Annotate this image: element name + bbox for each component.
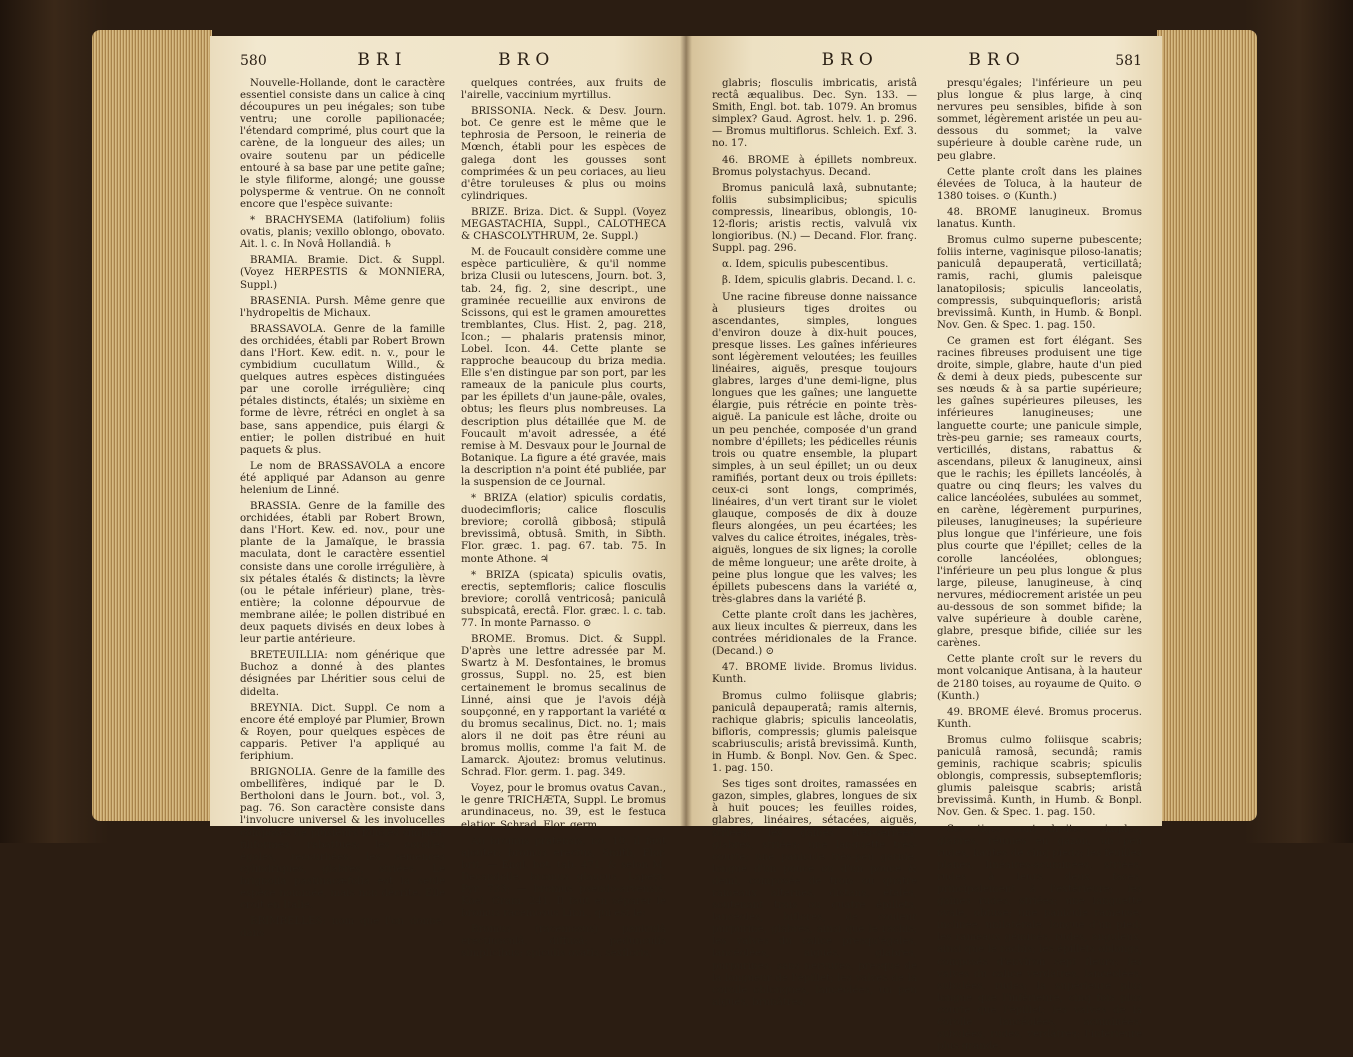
entry-paragraph: BRASENIA. Pursh. Même genre que l'hydropeltis de Michaux. [240,295,445,319]
entry-paragraph: presqu'égales; l'inférieure un peu plus longue & plus large, à cinq nervures peu sensibles, bifide à son sommet, légèrement aristée un peu au-dessous du sommet; la valve supérieure à double carène rude, un peu glabre. [937,78,1142,162]
header-word: BRO [968,50,1026,70]
entry-paragraph: M. de Foucault considère comme une espèce particulière, & qu'il nomme briza Clusii ou lutescens, Journ. bot. 3, tab. 24, fig. 2, sine descript., une graminée recueillie aux environs de Scissons, qui est le gramen amourettes tremblantes, Clus. Hist. 2, pag. 218, Icon.; — phalaris pratensis minor, Lobel. Icon. 44. Cette plante se rapproche beaucoup du briza media. Elle s'en distingue par son port, par les rameaux de la panicule plus courts, par les épillets d'un jaune-pâle, ovales, obtus; les fleurs plus nombreuses. La description plus détaillée que M. de Foucault m'avoit adressée, a été remise à M. Desvaux pour le Journal de Botanique. La figure a été gravée, mais la description n'a point été publiée, par la suspension de ce Journal. [461,247,666,488]
entry-paragraph: BRASSIA. Genre de la famille des orchidées, établi par Robert Brown, dans l'Hort. Kew. ed. nov., pour une plante de la Jamaïque, le brassia maculata, dont le caractère essentiel consiste dans une corolle irrégulière, à six pétales étalés & distincts; la lèvre (ou le pétale inférieur) plane, très-entière; la colonne dépourvue de membrane ailée; le pollen distribué en deux paquets divisés en deux lobes à leur partie antérieure. [240,501,445,646]
entry-paragraph: quelques contrées, aux fruits de l'airelle, vaccinium myrtillus. [461,78,666,102]
right-page [686,36,1162,1053]
entry-paragraph: Bromus culmo foliisque scabris; paniculâ ramosâ, secundâ; ramis geminis, rachique scabris; spiculis oblongis, compressis, subseptemfloris; glumis paleisque scabris; aristâ brevissimâ. Kunth, in Humb. & Bonpl. Nov. Gen. & Spec. 1. pag. 150. [937,734,1142,819]
text-column [712,78,917,1057]
entry-paragraph: Ses tiges sont droites, simples, glabres, réunies en gazon, un peu rudes, hautes de cinq pieds; les feuilles planes, linéaires-acuminées, striées, rudes à leurs deux faces, principalement à l'extérieure; les gaînes rudes, striées; une languette ovale, obtuse; une panicule rameuse, inclinée, unilatérale, longue d'un pied; les rameaux géminés, rudes, anguleux, ainsi que le rachis; les épillets oblongs, composés d'environ sept fleurs; les valves du calice verdâtres, lancéolées, subulées, rudes; la supérieure plus longue que l'inférieure, cinq fois plus courte que l'épillet; les valves de la corolle lancéolées, acuminées, subulées, rudes, verdâtres; l'inférieure plus grande, [937,823,1142,1053]
entry-paragraph: BRISSONIA. Neck. & Desv. Journ. bot. Ce genre est le même que le tephrosia de Persoon, le reineria de Mœnch, établi pour les espèces de galega dont les gousses sont comprimées & un peu coriaces, au lieu d'être toruleuses & plus ou moins cylindriques. [461,106,666,202]
entry-paragraph: * BRACHYSEMA (latifolium) foliis ovatis, planis; vexillo oblongo, obovato. Ait. l. c. In Novâ Hollandiâ. ♄ [240,215,445,251]
text-column [937,78,1142,1057]
right-page-edges [1157,30,1257,821]
header-word: BRI [357,50,408,70]
entry-paragraph: BRIMBELLES: nom que l'on donne, dans [240,916,445,940]
entry-paragraph: Une racine fibreuse donne naissance à plusieurs tiges droites ou ascendantes, simples, longues d'environ douze à dix-huit pouces, presque lisses. Les gaînes inférieures sont légèrement veloutées; les feuilles linéaires, aiguës, presque toujours glabres, larges d'une demi-ligne, plus longues que les gaînes; une languette élargie, puis rétrécie en pointe très-aiguë. La panicule est lâche, droite ou un peu penchée, composée d'un grand nombre d'épillets; les pédicelles réunis trois ou quatre ensemble, la plupart simples, à un seul épillet; un ou deux ramifiés, portant deux ou trois épillets: ceux-ci sont longs, comprimés, linéaires, d'un vert tirant sur le violet glauque, composés de dix à douze fleurs alongées, un peu écartées; les valves du calice étroites, inégales, très-aiguës, longues de six lignes; la corolle de même longueur; une arête droite, à peine plus longue que les valves; les épillets pubescens dans la variété α, très-glabres dans la variété β. [712,291,917,605]
left-page [210,36,686,960]
entry-paragraph: Au bromus pratensis, no. 10, il faut ajouter: bromus erectus, Smith, Flor. brit. — Engl. bot. tab. 471, & selon M. Decandolle, bromus glaucus, Lapeyr. Pyr. 733; — bromus pseudo-arvensis, Koel. Gram. 241. Il faut en séparer le bromus racemosus Linn., qui est le: [461,835,666,920]
entry-paragraph: 49. BROME élevé. Bromus procerus. Kunth. [937,706,1142,730]
text-column [461,78,666,965]
entry-paragraph: Le nom de BRASSAVOLA a encore été appliqué par Adanson au genre helenium de Linné. [240,460,445,496]
entry-paragraph: 46. BROME à épillets nombreux. Bromus polystachyus. Decand. [712,154,917,178]
entry-paragraph: glabris; flosculis imbricatis, aristâ rectâ æqualibus. Dec. Syn. 133. — Smith, Engl. bot. tab. 1079. An bromus simplex? Gaud. Agrost. helv. 1. p. 296. — Bromus multiflorus. Schleich. Exf. 3. no. 17. [712,78,917,150]
entry-paragraph: BROME. Bromus. Dict. & Suppl. D'après une lettre adressée par M. Swartz à M. Desfontaines, le bromus grossus, Suppl. no. 25, est bien certainement le bromus secalinus de Linné, ainsi que je l'avois déjà soupçonné, en y rapportant la variété α du bromus secalinus, Dict. no. 1; mais alors il ne doit pas être réuni au bromus mollis, comme l'a fait M. de Lamarck. Ajoutez: bromus velutinus. Schrad. Flor. germ. 1. pag. 349. [461,634,666,779]
entry-paragraph: * BRIZA (spicata) spiculis ovatis, erectis, septemfloris; calice flosculis breviore; corollâ ventricosâ; paniculâ subspicatâ, erectâ. Flor. græc. l. c. tab. 77. In monte Parnasso. ⊙ [461,569,666,630]
left-running-head [240,50,666,72]
header-word: BRO [821,50,879,70]
entry-paragraph: BRASSAVOLA. Genre de la famille des orchidées, établi par Robert Brown dans l'Hort. Kew. edit. n. v., pour le cymbidium cucullatum Willd., & quelques autres espèces distinguées par une corolle irrégulière; cinq pétales distincts, étalés; un sixième en forme de lèvre, rétréci en onglet à sa base, sans appendice, puis élargi & entier; le pollen distribué en huit paquets & plus. [240,323,445,456]
entry-paragraph: Bromus culmo foliisque glabris; paniculâ depauperatâ; ramis alternis, rachique glabris; spiculis lanceolatis, bifloris, compressis; glumis paleisque scabriusculis; aristâ brevissimâ. Kunth, in Humb. & Bonpl. Nov. Gen. & Spec. 1. pag. 150. [712,690,917,775]
entry-paragraph: Bromus culmo superne pubescente; foliis interne, vaginisque piloso-lanatis; paniculâ depauperatâ, verticillatâ; ramis, rachi, glumis paleisque lanatopilosis; spiculis lanceolatis, compressis, subquinquefloris; aristâ brevissimâ. Kunth, in Humb. & Bonpl. Nov. Gen. & Spec. 1. pag. 150. [937,235,1142,331]
entry-paragraph: Cette plante croît dans les jachères, aux lieux incultes & pierreux, dans les contrées méridionales de la France. (Decand.) ⊙ [712,609,917,658]
right-running-head [712,50,1142,72]
entry-paragraph: Cette plante croît dans les plaines élevées de Toluca, à la hauteur de 1380 toises. ⊙ (Kunth.) [937,166,1142,202]
entry-paragraph: α. Idem, spiculis pubescentibus. [722,259,889,271]
entry-paragraph: * BRIZA (elatior) spiculis cordatis, duodecimfloris; calice flosculis breviore; corollâ gibbosâ; stipulâ brevissimâ, obtusâ. Smith, in Sibth. Flor. græc. 1. pag. 67. tab. 75. In monte Athone. ♃ [461,493,666,565]
entry-paragraph: Bromus paniculâ laxâ, subnutante; foliis subsimplicibus; spiculis compressis, linearibus, oblongis, 10-12-floris; aristis rectis, valvulâ vix longioribus. (N.) — Decand. Flor. franç. Suppl. pag. 296. [712,182,917,255]
left-page-edges [92,30,212,821]
entry-paragraph: 47. BROME livide. Bromus lividus. Kunth. [712,662,917,686]
entry-paragraph: Nouvelle-Hollande, dont le caractère essentiel consiste dans un calice à cinq découpures un peu inégales; son tube ventru; une corolle papilionacée; l'étendard comprimé, plus court que la carène, de la longueur des ailes; un ovaire soutenu par un pédicelle entouré à sa base par une petite gaîne; le style filiforme, alongé; une gousse polysperme & ventrue. On ne connoît encore que l'espèce suivante: [240,78,445,210]
book-gutter [680,36,692,826]
entry-paragraph: BRIZE. Briza. Dict. & Suppl. (Voyez MEGASTACHIA, Suppl., CALOTHECA & CHASCOLYTHRUM, 2e. Suppl.) [461,206,666,243]
entry-paragraph: Ses tiges sont droites, ramassées en gazon, simples, glabres, longues de six à huit pouces; les feuilles roides, glabres, linéaires, sétacées, aiguës, striées; les gaînes très-serrées, glabres, striées; une languette très-courte; une panicule très-peu garnie, longue d'un pouce ou d'un pouce & demi, composée de trois ou quatre rameaux alternes, distans, étalés, soutenant trois ou quatre épillets, lancéolés, biflores, de couleur purpurine, glabres, ainsi que le rachis; les valves du calice presqu'égales, lancéolées, aiguës, glabres, purpurines, sans nervures, presque de la longueur de l'épillet; les valves de la corolle oblongues, lancéolées, un peu aiguës, brunâtres, [712,779,917,1008]
entry-paragraph: Cette plante croît sur le revers du mont volcanique Antisana, à la hauteur de 2180 toises, au royaume de Quito. ⊙ (Kunth.) [937,654,1142,702]
entry-paragraph: Voyez, pour le bromus ovatus Cavan., le genre TRICHÆTA, Suppl. Le bromus arundinaceus, no. 39, est le festuca elatior. Schrad. Flor. germ. [461,783,666,831]
entry-paragraph: 48. BROME lanugineux. Bromus lanatus. Kunth. [937,206,1142,231]
entry-paragraph: Bromus (racemosus) paniculâ erectiusculâ, diffusâ; pedunculis simplicibus; spiculis ovatis, sexfloris, [461,924,666,960]
page-number: 581 [1115,53,1142,69]
entry-paragraph: BRETEUILLIA: nom générique que Buchoz a donné à des plantes désignées par Lhéritier sous celui de didelta. [240,650,445,698]
page-number: 580 [240,53,267,69]
entry-paragraph: Ce gramen est fort élégant. Ses racines fibreuses produisent une tige droite, simple, glabre, haute d'un pied & demi à deux pieds, pubescente sur ses nœuds & à sa partie supérieure; les gaînes supérieures pileuses, les inférieures lanugineuses; une languette courte; une panicule simple, très-peu garnie; ses rameaux courts, verticillés, distans, rabattus & ascendans, pileux & lanugineux, ainsi que le rachis; les épillets lancéolés, à quatre ou cinq fleurs; les valves du calice lancéolées, subulées au sommet, en carène, légèrement purpurines, pileuses, lanugineuses; la supérieure plus longue que l'inférieure, une fois plus courte que l'épillet; celles de la corolle lancéolées, oblongues; l'inférieure un peu plus longue & plus large, pileuse, lanugineuse, à cinq nervures, médiocrement aristée un peu au-dessous de son sommet bifide; la valve supérieure à double carène, glabre, presque bifide, ciliée sur les carènes. [937,335,1142,650]
entry-paragraph: BRAMIA. Bramie. Dict. & Suppl. (Voyez HERPESTIS & MONNIERA, Suppl.) [240,255,445,291]
entry-paragraph: β. Idem, spiculis glabris. Decand. l. c. [722,275,916,287]
text-column [240,78,445,965]
entry-paragraph: BREYNIA. Dict. Suppl. Ce nom a encore été employé par Plumier, Brown & Royen, pour quelques espèces de capparis. Petiver l'a appliqué au feriphium. [240,702,445,762]
header-word: BRO [498,50,556,70]
entry-paragraph: BRIGNOLIA. Genre de la famille des ombellifères, indiqué par le D. Bertholoni dans le Journ. bot., vol. 3, pag. 76. Son caractère consiste dans l'involucre universel & les involucelles composés de plusieurs folioles simples, filiformes, rabattues; les corolles égales, recourbées; les semences cylindriques, glabres, striées. Le brignolia pastinacæfolia est la seule espèce nommée, mais non décrite. Elle croît en Italie. [240,767,445,912]
